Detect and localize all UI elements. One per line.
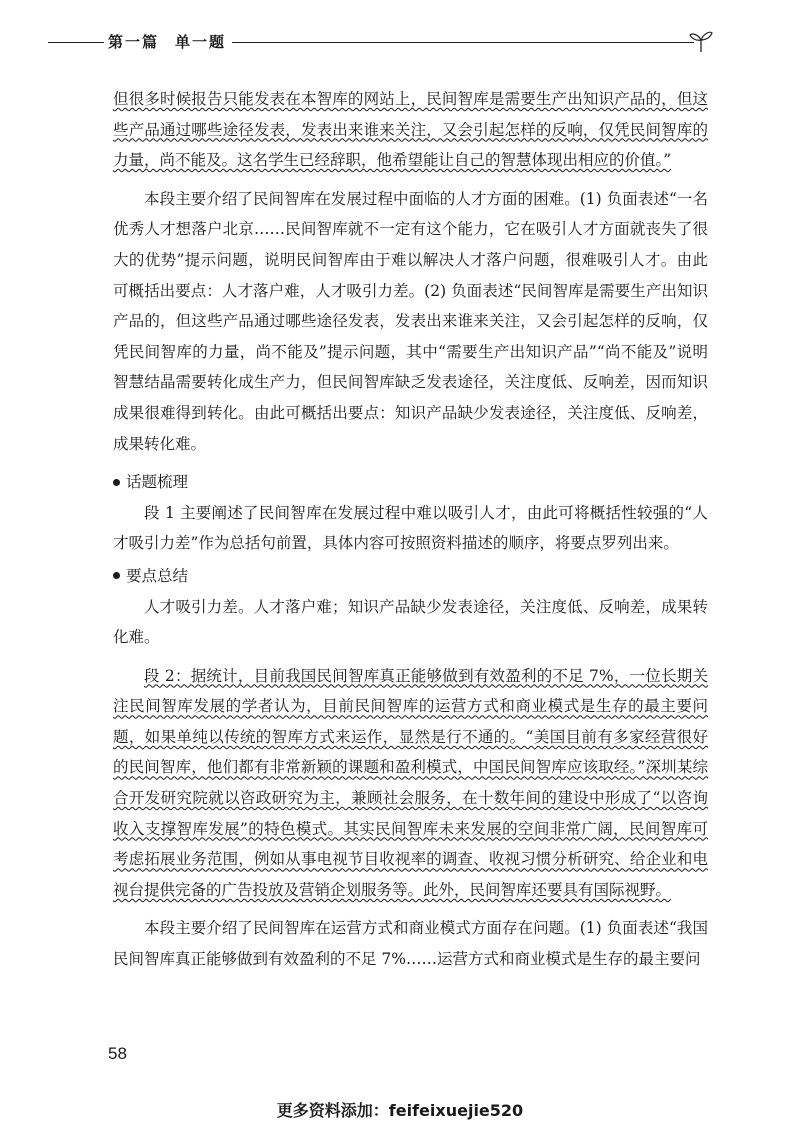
section-heading-topic-sorting: 话题梳理 — [113, 467, 708, 498]
sprout-icon — [688, 28, 714, 54]
header-rule-left — [48, 42, 104, 43]
header-part: 第一篇 — [108, 33, 160, 51]
paragraph-material-2: 段 2：据统计，目前我国民间智库真正能够做到有效盈利的不足 7%，一位长期关注民间智库发展的学者认为，目前民间智库的运营方式和商业模式是生存的最主要问题，如果单纯以传统的智库方式来运作，显然是行不通的。“美国目前有多家经营很好的民间智库，他们都有非常新颖的课题和盈利模式，中国民间智库应该取经。”深圳某综合开发研究院就以咨政研究为主，兼顾社会服务，在十数年间的建设中形成了“以咨询收入支撑智库发展”的特色模式。其实民间智库未来发展的空间非常广阔，民间智库可考虑拓展业务范围，例如从事电视节目收视率的调查、收视习惯分析研究、给企业和电视台提供完备的广告投放及营销企划服务等。此外，民间智库还要具有国际视野。 — [113, 666, 708, 899]
paragraph-key-points: 人才吸引力差。人才落户难；知识产品缺少发表途径，关注度低、反响差，成果转化难。 — [113, 597, 708, 647]
footer-note: 更多资料添加：feifeixuejie520 — [276, 1101, 524, 1120]
running-header — [0, 28, 800, 58]
paragraph-topic-sorting: 段 1 主要阐述了民间智库在发展过程中难以吸引人才，由此可将概括性较强的“人才吸引力差”作为总括句前置，具体内容可按照资料描述的顺序，将要点罗列出来。 — [113, 503, 708, 553]
paragraph-analysis-2: 本段主要介绍了民间智库在运营方式和商业模式方面存在问题。(1) 负面表述“我国民间智库真正能够做到有效盈利的不足 7%……运营方式和商业模式是生存的最主要问 — [113, 919, 708, 969]
header-rule-right — [232, 42, 694, 43]
page-number: 58 — [108, 1044, 127, 1063]
paragraph-quote-continuation: 但很多时候报告只能发表在本智库的网站上，民间智库是需要生产出知识产品的，但这些产品通过哪些途径发表，发表出来谁来关注，又会引起怎样的反响，仅凭民间智库的力量，尚不能及。这名学生已经辞职，他希望能让自己的智慧体现出相应的价值。” — [113, 90, 708, 170]
bullet-icon — [113, 479, 120, 486]
section-heading-key-points: 要点总结 — [113, 561, 708, 592]
paragraph-analysis-1: 本段主要介绍了民间智库在发展过程中面临的人才方面的困难。(1) 负面表述“一名优秀人才想落户北京……民间智库就不一定有这个能力，它在吸引人才方面就丧失了很大的优势”提示问题，说明民间智库由于难以解决人才落户问题，很难吸引人才。由此可概括出要点：人才落户难，人才吸引力差。(2) 负面表述“民间智库是需要生产出知识产品的，但这些产品通过哪些途径发表，发表出来谁来关注，又会引起怎样的反响，仅凭民间智库的力量，尚不能及”提示问题，其中“需要生产出知识产品”“尚不能及”说明智慧结晶需要转化成生产力，但民间智库缺乏发表途径，关注度低、反响差，因而知识成果很难得到转化。由此可概括出要点：知识产品缺少发表途径，关注度低、反响差，成果转化难。 — [113, 189, 708, 453]
header-title — [108, 31, 226, 52]
bullet-icon — [113, 572, 120, 579]
header-topic: 单一题 — [175, 33, 227, 51]
page-body — [113, 84, 708, 975]
